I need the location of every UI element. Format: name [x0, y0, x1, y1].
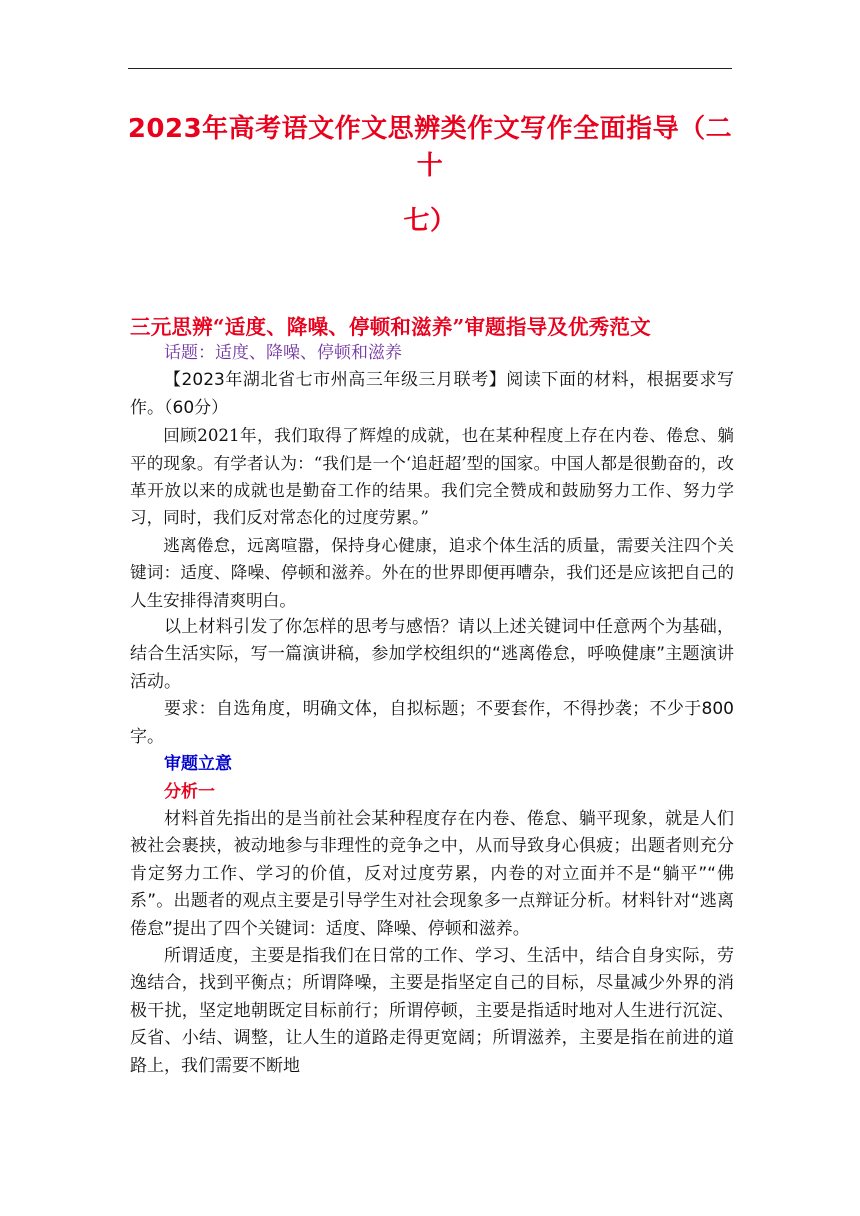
analysis-paragraph-2: 所谓适度，主要是指我们在日常的工作、学习、生活中，结合自身实际，劳逸结合，找到平衡点；所谓降噪，主要是指坚定自己的目标，尽量减少外界的消极干扰，坚定地朝既定目标前行；所谓停顿，主要是指适时地对人生进行沉淀、反省、小结、调整，让人生的道路走得更宽阔；所谓滋养，主要是指在前进的道路上，我们需要不断地 — [130, 945, 734, 1076]
requirements-paragraph: 要求：自选角度，明确文体，自拟标题；不要套作，不得抄袭；不少于800字。 — [130, 699, 734, 747]
analysis-paragraph-1: 材料首先指出的是当前社会某种程度存在内卷、倦怠、躺平现象，就是人们被社会裹挟，被动地参与非理性的竞争之中，从而导致身心俱疲；出题者则充分肯定努力工作、学习的价值，反对过度劳累，内卷的对立面并不是“躺平”“佛系”。出题者的观点主要是引导学生对社会现象多一点辩证分析。材料针对“逃离倦怠”提出了四个关键词：适度、降噪、停顿和滋养。 — [130, 808, 734, 939]
analysis-heading: 分析一 — [164, 781, 215, 802]
material-paragraph-1: 回顾2021年，我们取得了辉煌的成就，也在某种程度上存在内卷、倦怠、躺平的现象。有学者认为：“我们是一个‘追赶超’型的国家。中国人都是很勤奋的，改革开放以来的成就也是勤奋工作的结果。我们完全赞成和鼓励努力工作、努力学习，同时，我们反对常态化的过度劳累。” — [130, 426, 734, 528]
header-rule — [128, 68, 732, 69]
section-heading: 审题立意 — [164, 754, 232, 775]
material-paragraph-2: 逃离倦怠，远离喧嚣，保持身心健康，追求个体生活的质量，需要关注四个关键词：适度、降噪、停顿和滋养。外在的世界即便再嘈杂，我们还是应该把自己的人生安排得清爽明白。 — [130, 535, 734, 610]
prompt-intro: 【2023年湖北省七市州高三年级三月联考】阅读下面的材料，根据要求写作。（60分） — [130, 370, 734, 418]
task-paragraph: 以上材料引发了你怎样的思考与感悟？请以上述关键词中任意两个为基础，结合生活实际，写一篇演讲稿，参加学校组织的“逃离倦怠，呼唤健康”主题演讲活动。 — [130, 617, 734, 692]
document-title-line-2: 七） — [403, 206, 457, 236]
document-subtitle: 三元思辨“适度、降噪、停顿和滋养”审题指导及优秀范文 — [130, 315, 651, 339]
document-body — [130, 340, 734, 1080]
topic-line: 话题：适度、降噪、停顿和滋养 — [164, 343, 402, 363]
document-title-line-1: 2023年高考语文作文思辨类作文写作全面指导（二十 — [127, 114, 733, 181]
